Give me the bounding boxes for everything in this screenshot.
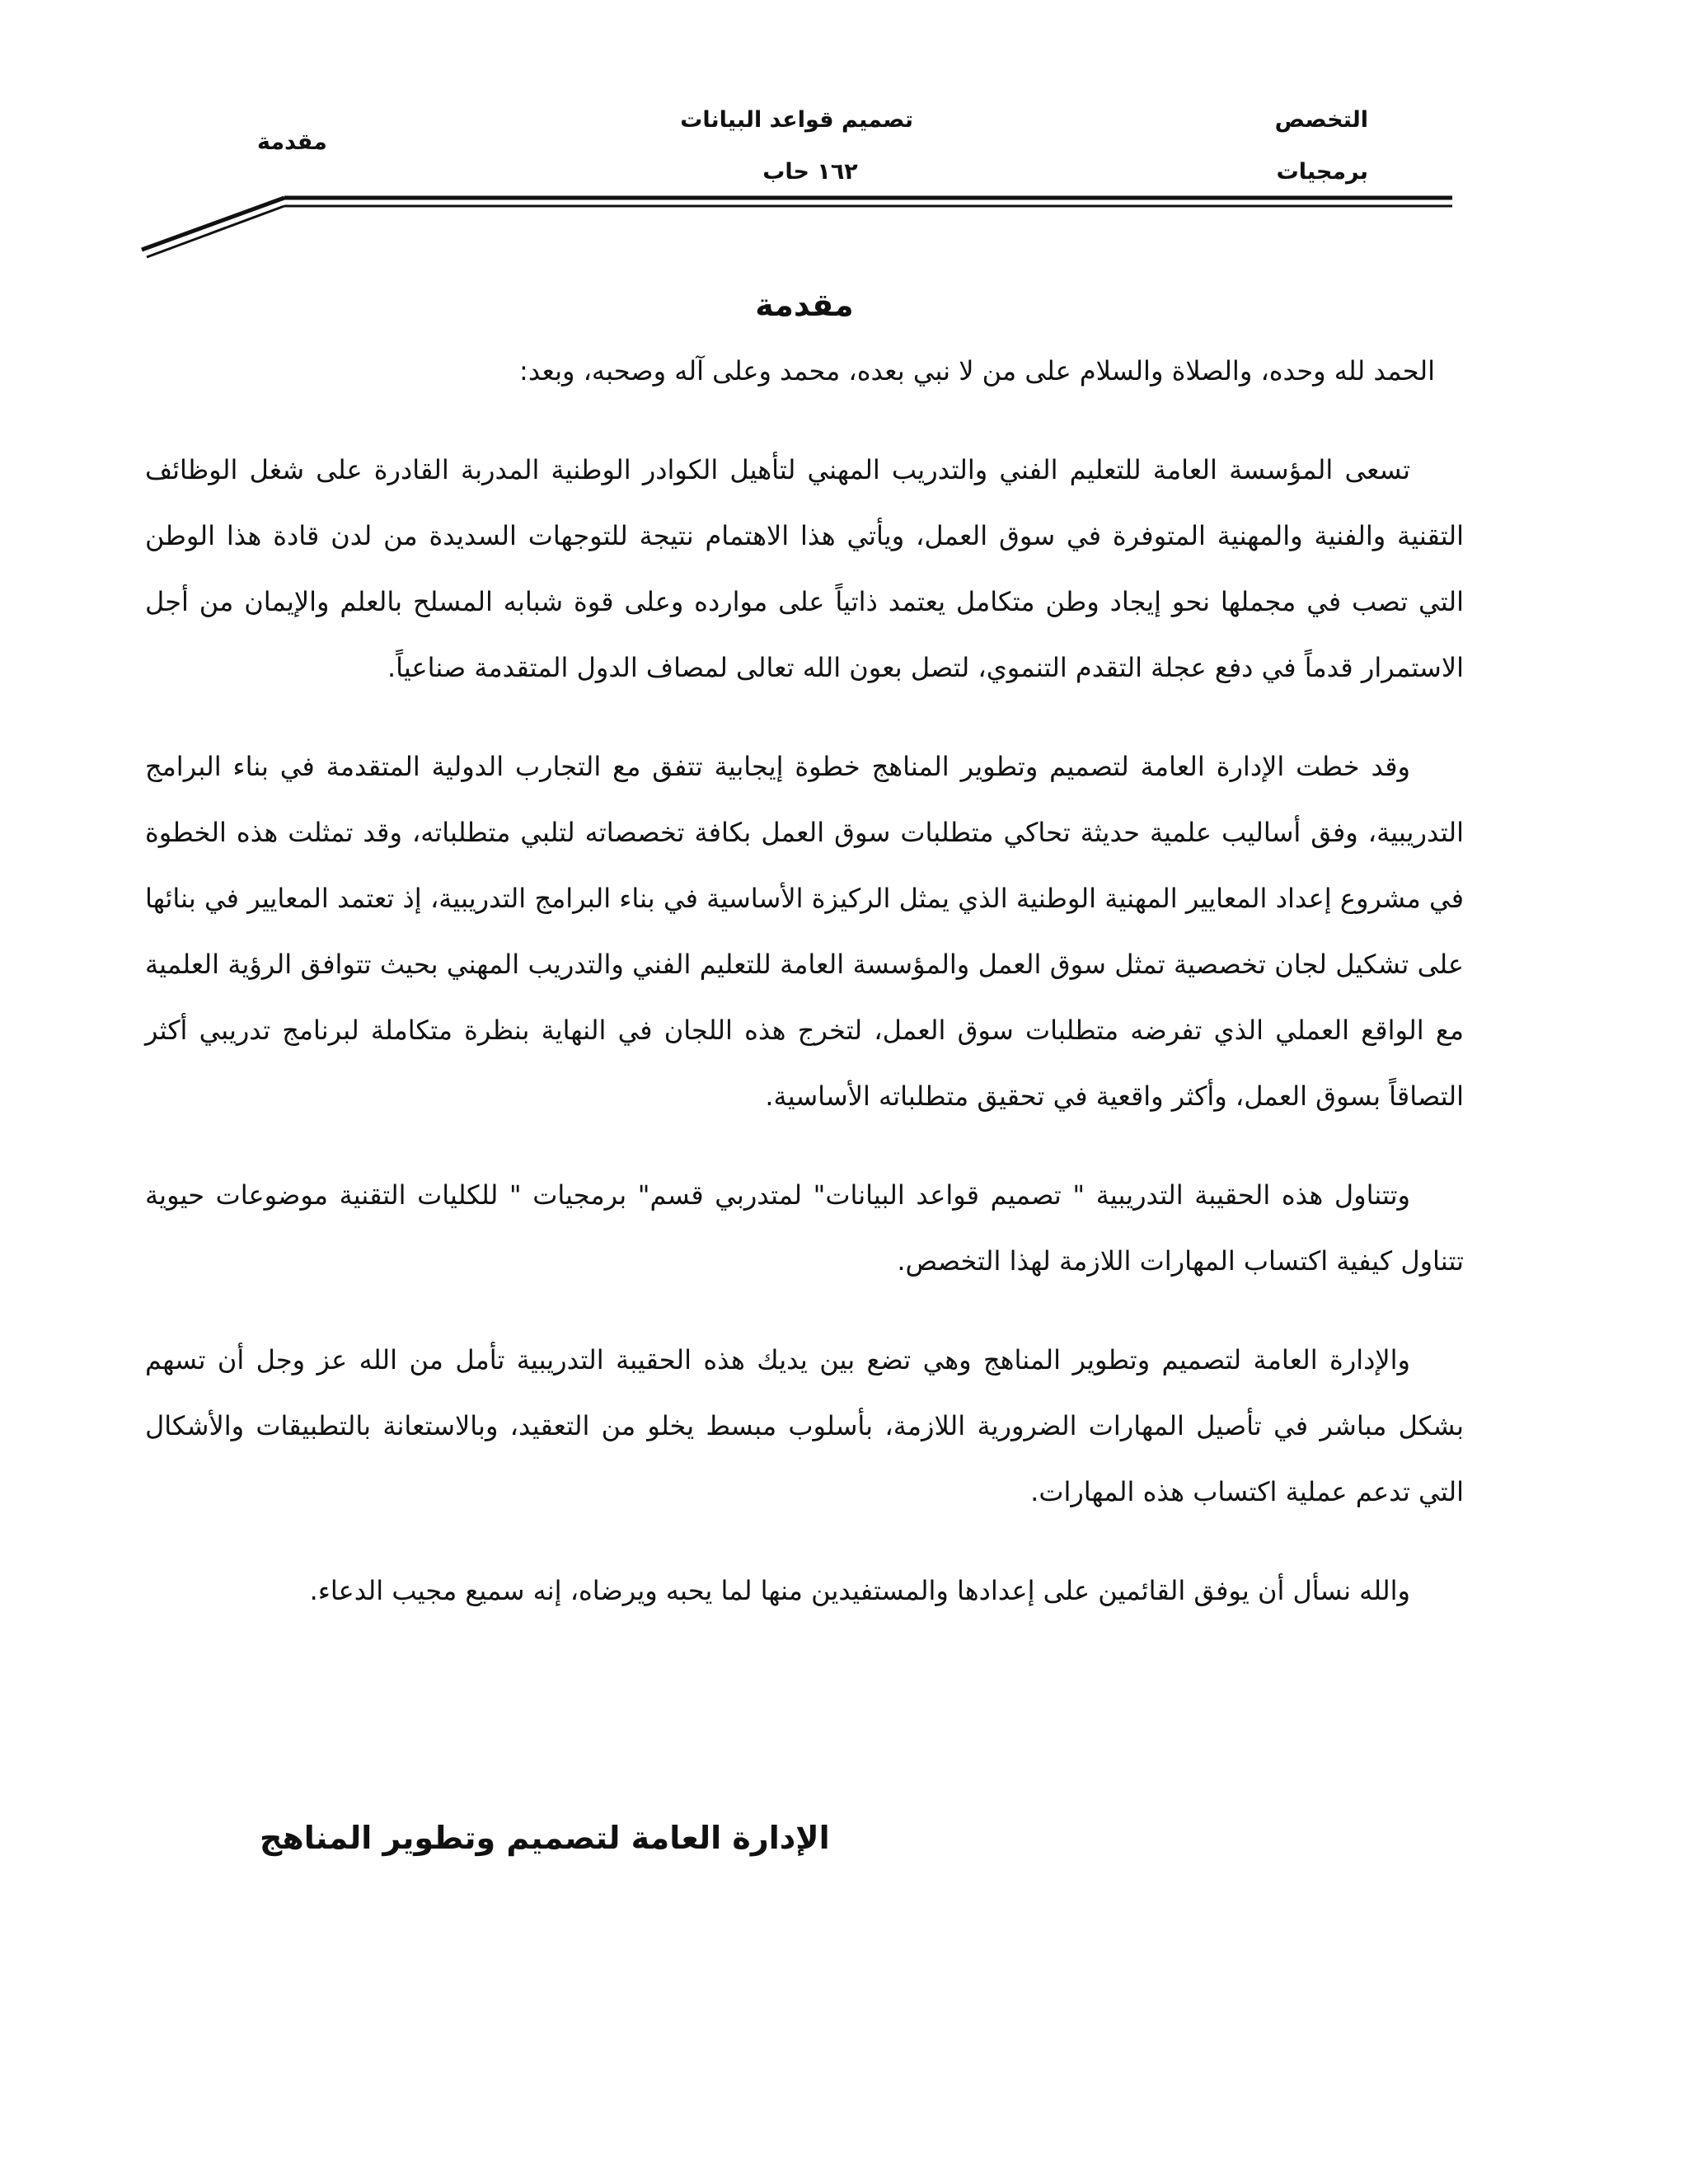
paragraph-2: وقد خطت الإدارة العامة لتصميم وتطوير المناهج خطوة إيجابية تتفق مع التجارب الدولية المتقدمة في بناء البرامج التدريبية، وفق أساليب علمية حديثة تحاكي متطلبات سوق العمل بكافة تخصصاته لتلبي متطلباته، وقد تمثلت هذه الخطوة في مشروع إعداد المعايير المهنية الوطنية الذي يمثل الركيزة الأساسية في بناء البرامج التدريبية، إذ تعتمد المعايير في بنائها على تشكيل لجان تخصصية تمثل سوق العمل والمؤسسة العامة للتعليم الفني والتدريب المهني بحيث تتوافق الرؤية العلمية مع الواقع العملي الذي تفرضه متطلبات سوق العمل، لتخرج هذه اللجان في النهاية بنظرة متكاملة لبرنامج تدريبي أكثر التصاقاً بسوق العمل، وأكثر واقعية في تحقيق متطلباته الأساسية. [145, 751, 1464, 1112]
signature: الإدارة العامة لتصميم وتطوير المناهج [260, 1820, 830, 1856]
paragraph-1: تسعى المؤسسة العامة للتعليم الفني والتدريب المهني لتأهيل الكوادر الوطنية المدربة القادرة على شغل الوظائف التقنية والفنية والمهنية المتوفرة في سوق العمل، ويأتي هذا الاهتمام نتيجة للتوجهات السديدة من لدن قادة هذا الوطن التي تصب في مجملها نحو إيجاد وطن متكامل يعتمد ذاتياً على موارده وعلى قوة شبابه المسلح بالعلم والإيمان من أجل الاستمرار قدماً في دفع عجلة التقدم التنموي، لتصل بعون الله تعالى لمصاف الدول المتقدمة صناعياً. [145, 454, 1464, 683]
header-specialty-value: برمجيات [1276, 159, 1368, 185]
header-course-title: تصميم قواعد البيانات [680, 107, 913, 133]
paragraph-5: والله نسأل أن يوفق القائمين على إعدادها والمستفيدين منها لما يحبه ويرضاه، إنه سميع مجيب الدعاء. [309, 1575, 1410, 1606]
header-rule-slant-top [142, 198, 284, 250]
main-content [145, 272, 1464, 1657]
header-course-code: ١٦٢ حاب [762, 159, 858, 185]
paragraph-4: والإدارة العامة لتصميم وتطوير المناهج وهي تضع بين يديك هذه الحقيبة التدريبية تأمل من الله عز وجل أن تسهم بشكل مباشر في تأصيل المهارات الضرورية اللازمة، بأسلوب مبسط يخلو من التعقيد، وبالاستعانة بالتطبيقات والأشكال التي تدعم عملية اكتساب هذه المهارات. [145, 1344, 1464, 1507]
header-rule [0, 0, 1688, 280]
opening-line: الحمد لله وحده، والصلاة والسلام على من لا نبي بعده، محمد وعلى آله وصحبه، وبعد: [519, 355, 1435, 387]
header-specialty-label: التخصص [1274, 107, 1368, 133]
paragraph-3: وتتناول هذه الحقيبة التدريبية " تصميم قواعد البيانات" لمتدربي قسم" برمجيات " للكليات التقنية موضوعات حيوية تتناول كيفية اكتساب المهارات اللازمة لهذا التخصص. [145, 1179, 1464, 1277]
header-section-label: مقدمة [257, 129, 327, 155]
header-rule-slant-bottom [147, 206, 284, 257]
page-title: مقدمة [755, 287, 854, 323]
